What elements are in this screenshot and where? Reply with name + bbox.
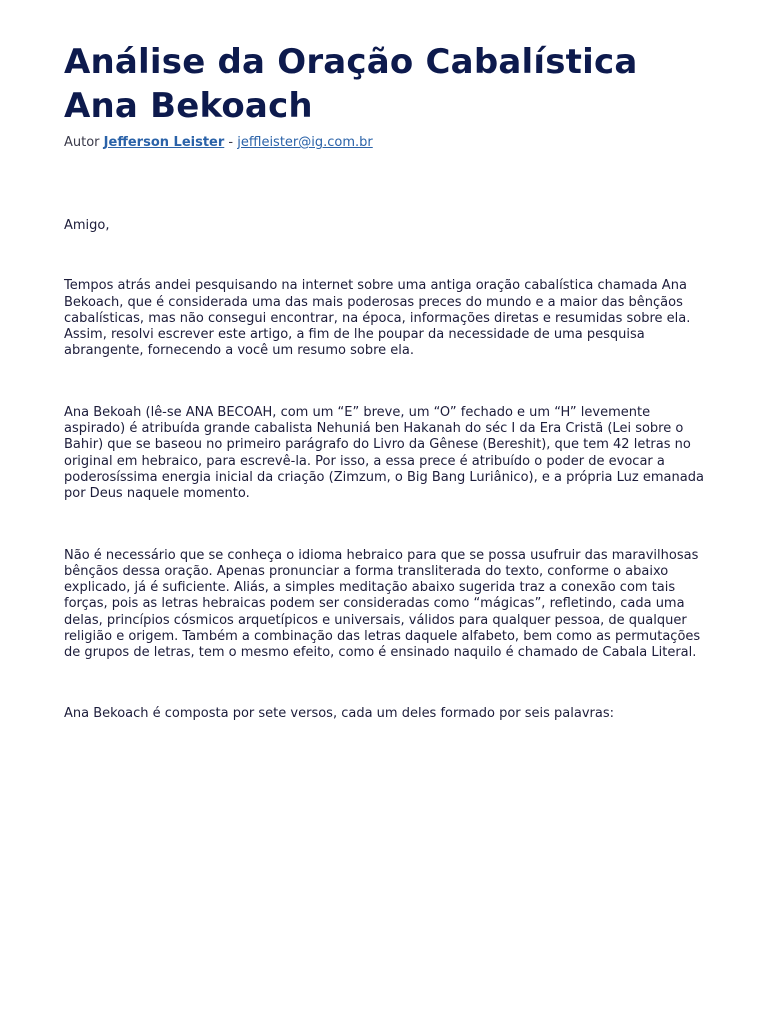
author-email-link[interactable]: jeffleister@ig.com.br [237, 135, 373, 150]
byline-separator: - [228, 135, 234, 150]
byline [64, 135, 704, 151]
title-line-1: Análise da Oração Cabalística [64, 42, 638, 82]
greeting: Amigo, [64, 218, 110, 233]
title-line-2: Ana Bekoach [64, 86, 313, 126]
paragraph-2: Ana Bekoah (lê-se ANA BECOAH, com um “E” breve, um “O” fechado e um “H” levemente aspirado) é atribuída grande cabalista Nehuniá ben Hakanah do séc I da Era Cristã (Lei sobre o Bahir) que se baseou no primeiro parágrafo do Livro da Gênese (Bereshit), que tem 42 letras no original em hebraico, para escrevê-la. Por isso, a essa prece é atribuído o poder de evocar a poderosíssima energia inicial da criação (Zimzum, o Big Bang Luriânico), e a própria Luz emanada por Deus naquele momento. [64, 404, 704, 502]
byline-prefix: Autor [64, 135, 100, 150]
paragraph-3: Não é necessário que se conheça o idioma hebraico para que se possa usufruir das maravilhosas bênçãos dessa oração. Apenas pronunciar a forma transliterada do texto, conforme o abaixo explicado, já é suficiente. Aliás, a simples meditação abaixo sugerida traz a conexão com tais forças, pois as letras hebraicas podem ser consideradas como “mágicas”, refletindo, cada uma delas, princípios cósmicos arquetípicos e universais, válidos para qualquer pessoa, de qualquer religião e origem. Também a combinação das letras daquele alfabeto, bem como as permutações de grupos de letras, tem o mesmo efeito, como é ensinado naquilo é chamado de Cabala Literal. [64, 547, 701, 661]
paragraph-1: Tempos atrás andei pesquisando na internet sobre uma antiga oração cabalística chamada Ana Bekoach, que é considerada uma das mais poderosas preces do mundo e a maior das bênçãos cabalísticas, mas não consegui encontrar, na época, informações diretas e resumidas sobre ela. Assim, resolvi escrever este artigo, a fim de lhe poupar da necessidade de uma pesquisa abrangente, fornecendo a você um resumo sobre ela. [64, 278, 691, 359]
author-link[interactable]: Jefferson Leister [103, 135, 225, 150]
document-page [64, 40, 704, 722]
paragraph-4: Ana Bekoach é composta por sete versos, cada um deles formado por seis palavras: [64, 705, 615, 721]
document-title [64, 40, 704, 128]
